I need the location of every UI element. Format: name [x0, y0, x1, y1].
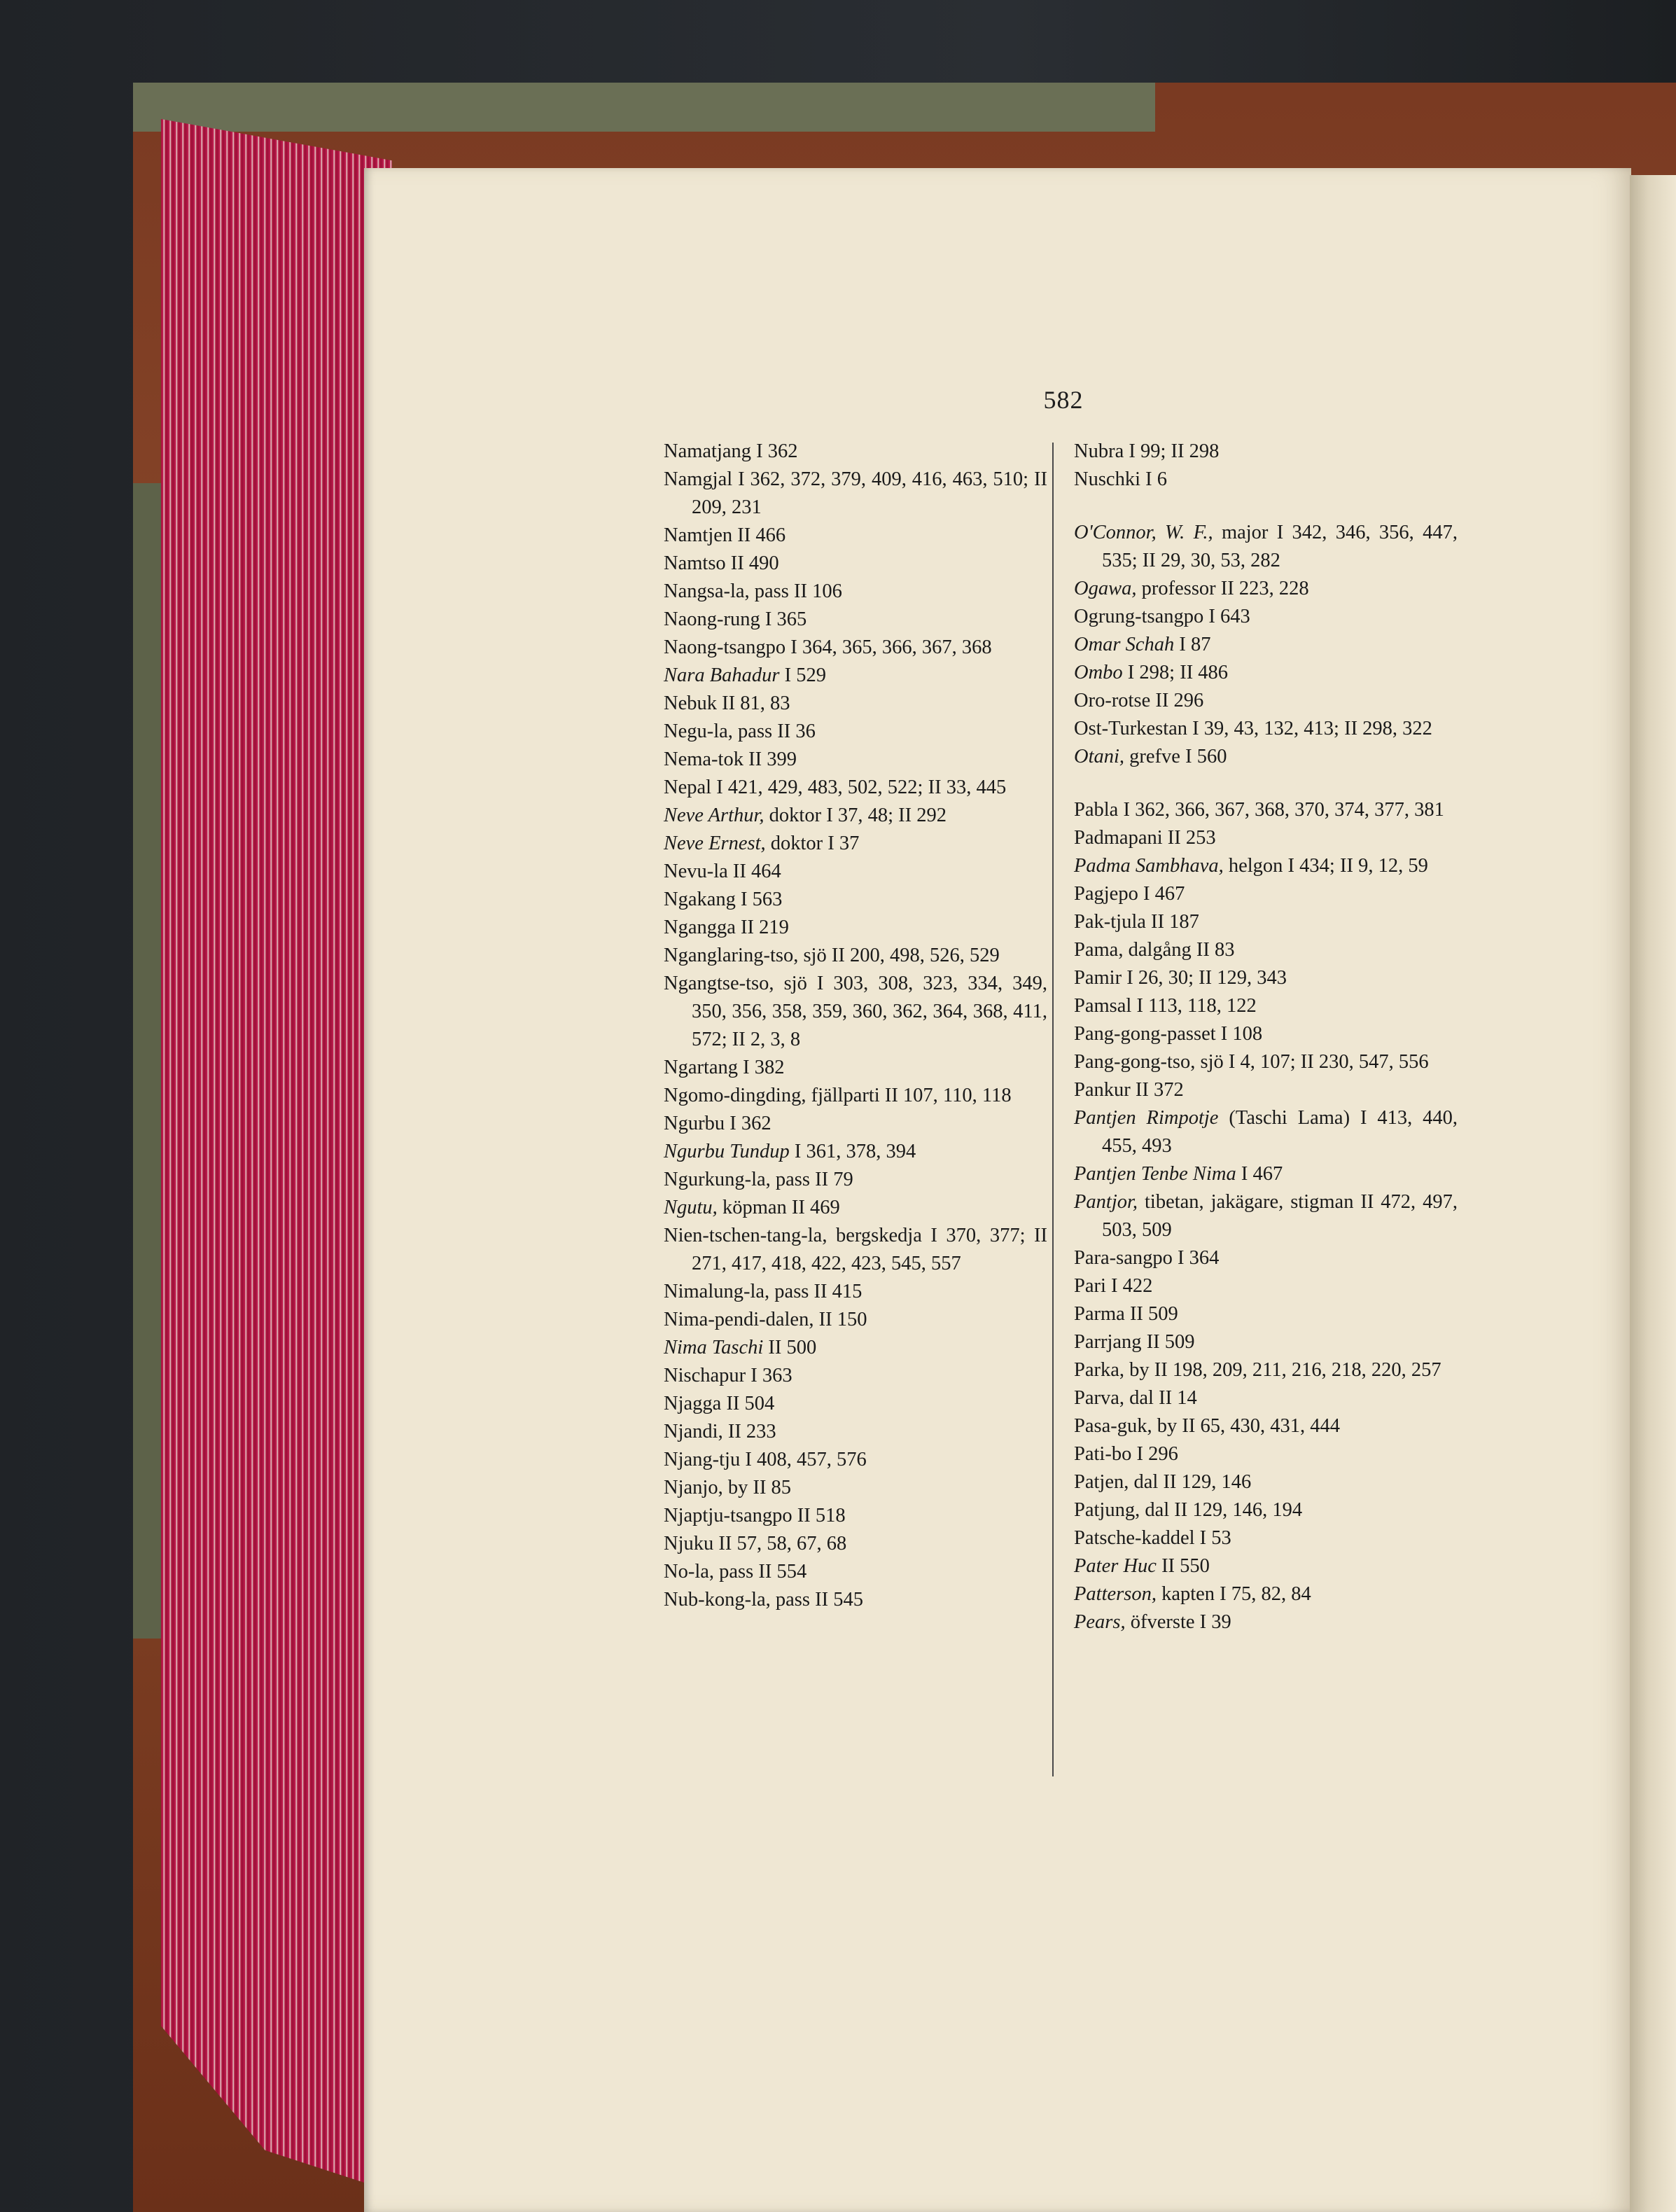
index-entry [664, 550, 1047, 578]
index-entry-references: I 408, 457, 576 [740, 1449, 867, 1470]
index-entry [1074, 466, 1458, 494]
page-edges [161, 119, 392, 2192]
index-entry-name: Pantjen Tenbe Nima [1074, 1163, 1236, 1185]
index-entry-name: Ngurbu Tundup [664, 1141, 790, 1162]
index-entry-name: Pamsal [1074, 995, 1132, 1017]
index-entry-references: pass II 36 [732, 721, 816, 742]
index-column-left [664, 438, 1047, 1614]
index-entry-references: II 399 [743, 749, 797, 770]
index-entry-name: Nema-tok [664, 749, 743, 770]
index-entry-references: sjö I 303, 308, 323, 334, 349, 350, 356, 358, 359, 360, 362, 364, 368, 411, 572; II 2, 3, 8 [692, 973, 1047, 1050]
index-entry-references: II 372 [1130, 1079, 1184, 1101]
index-entry-name: Ost-Turkestan [1074, 718, 1188, 739]
index-entry [664, 886, 1047, 914]
index-entry-name: Para-sangpo [1074, 1247, 1173, 1269]
index-entry [664, 1110, 1047, 1138]
index-entry-references: II 509 [1141, 1331, 1195, 1353]
index-entry [1074, 964, 1458, 992]
index-entry-name: Parka, [1074, 1359, 1125, 1381]
index-entry-name: Pabla [1074, 799, 1119, 821]
index-entry [664, 830, 1047, 858]
index-entry-references: dal II 129, 146, 194 [1140, 1499, 1303, 1521]
index-entry [664, 1054, 1047, 1082]
index-entry-references: dalgång II 83 [1123, 939, 1235, 961]
index-entry-name: Namatjang [664, 440, 752, 462]
index-column-right [1074, 438, 1458, 1636]
book-cover-cloth-strip [133, 83, 1155, 132]
index-entry [1074, 1048, 1458, 1076]
index-entry-references: dal II 14 [1124, 1387, 1197, 1409]
index-entry-name: Pati-bo [1074, 1443, 1132, 1465]
index-entry-references: II 464 [727, 861, 781, 882]
index-entry [664, 1418, 1047, 1446]
index-entry-references: helgon I 434; II 9, 12, 59 [1223, 855, 1428, 877]
index-entry-name: Nien-tschen-tang-la, [664, 1225, 827, 1246]
index-entry-name: Ngakang [664, 889, 736, 910]
index-entry [1074, 1104, 1458, 1160]
index-entry-references: doktor I 37, 48; II 292 [764, 805, 947, 826]
index-entry [1074, 1160, 1458, 1188]
index-entry [664, 1502, 1047, 1530]
index-entry-references: grefve I 560 [1124, 746, 1227, 767]
index-entry-name: Pang-gong-passet [1074, 1023, 1216, 1045]
index-entry [664, 690, 1047, 718]
index-entry [664, 466, 1047, 522]
index-entry-name: Nima Taschi [664, 1337, 764, 1358]
index-entry-references: pass II 545 [770, 1589, 863, 1611]
index-entry [1074, 659, 1458, 687]
index-entry [664, 1222, 1047, 1278]
index-entry-references: I 26, 30; II 129, 343 [1122, 967, 1287, 989]
index-entry-references: II 253 [1162, 827, 1216, 849]
index-entry [1074, 1300, 1458, 1328]
index-entry-name: Ombo [1074, 662, 1123, 683]
index-entry [664, 914, 1047, 942]
index-entry [1074, 1020, 1458, 1048]
index-entry-name: Nebuk [664, 693, 717, 714]
index-entry-name: Njandi, [664, 1421, 723, 1442]
index-entry-references: öfverste I 39 [1125, 1611, 1231, 1633]
index-entry-name: Nischapur [664, 1365, 746, 1386]
index-entry [1074, 992, 1458, 1020]
index-entry-references: I 298; II 486 [1122, 662, 1229, 683]
index-entry [664, 1334, 1047, 1362]
index-entry-name: Pari [1074, 1275, 1106, 1297]
index-entry-references: I 362 [725, 1113, 771, 1134]
index-entry-name: Patjen, [1074, 1471, 1129, 1493]
index-entry-name: Parma [1074, 1303, 1125, 1325]
index-entry-references: II 504 [721, 1393, 775, 1414]
index-entry-references: I 529 [779, 665, 826, 686]
index-entry [1074, 715, 1458, 743]
index-entry-references: II 500 [763, 1337, 817, 1358]
index-entry-name: O'Connor, W. F., [1074, 522, 1213, 543]
index-entry-name: Ngomo-dingding, [664, 1085, 806, 1106]
index-entry-references: II 81, 83 [716, 693, 790, 714]
facing-page-edge [1630, 175, 1676, 2212]
index-entry-references: I 382 [738, 1057, 785, 1078]
index-entry-references: I 467 [1236, 1163, 1283, 1185]
index-entry-name: Naong-rung [664, 608, 760, 630]
index-entry-name: Pantjor, [1074, 1191, 1138, 1213]
index-entry-references: II 509 [1124, 1303, 1178, 1325]
index-entry-name: Parrjang [1074, 1331, 1142, 1353]
index-entry-references: by II 198, 209, 211, 216, 218, 220, 257 [1124, 1359, 1441, 1381]
index-entry [664, 1138, 1047, 1166]
index-entry-name: Ogawa, [1074, 578, 1137, 599]
index-entry-name: Pantjen Rimpotje [1074, 1107, 1219, 1129]
index-entry [664, 746, 1047, 774]
index-entry [1074, 603, 1458, 631]
index-entry-references: pass II 415 [769, 1281, 863, 1302]
index-entry-name: Ngangga [664, 917, 736, 938]
index-entry-name: Njang-tju [664, 1449, 741, 1470]
index-entry [664, 1166, 1047, 1194]
index-entry [1074, 1356, 1458, 1384]
index-entry [1074, 1552, 1458, 1580]
index-entry-references: I 99; II 298 [1124, 440, 1220, 462]
index-entry [1074, 1384, 1458, 1412]
index-entry [664, 1558, 1047, 1586]
index-entry-references: doktor I 37 [765, 833, 860, 854]
index-entry-references: I 362 [751, 440, 798, 462]
index-entry-name: Njuku [664, 1533, 714, 1554]
index-entry [1074, 687, 1458, 715]
index-entry-references: I 296 [1131, 1443, 1178, 1465]
index-entry [664, 578, 1047, 606]
index-entry-name: Nangsa-la, [664, 580, 750, 602]
index-entry [1074, 852, 1458, 880]
index-entry [1074, 1328, 1458, 1356]
index-entry-name: Ogrung-tsangpo [1074, 606, 1204, 627]
index-entry-name: Njagga [664, 1393, 722, 1414]
index-entry [1074, 1440, 1458, 1468]
index-entry-references: I 563 [735, 889, 783, 910]
index-entry-references: pass II 106 [749, 580, 842, 602]
page-number: 582 [1043, 386, 1084, 414]
index-entry [1074, 1272, 1458, 1300]
index-entry-name: Pankur [1074, 1079, 1131, 1101]
index-entry-references: II 233 [722, 1421, 776, 1442]
index-entry-references: I 363 [746, 1365, 792, 1386]
index-entry-references: I 87 [1174, 634, 1211, 655]
index-entry [1074, 1608, 1458, 1636]
index-entry-name: Padmapani [1074, 827, 1163, 849]
index-entry-references: major I 342, 346, 356, 447, 535; II 29, 30, 53, 282 [1102, 522, 1458, 571]
index-entry-references: I 53 [1194, 1527, 1231, 1549]
index-entry-name: Nubra [1074, 440, 1124, 462]
index-entry-references: I 361, 378, 394 [789, 1141, 916, 1162]
index-entry [664, 606, 1047, 634]
index-entry [1074, 824, 1458, 852]
index-entry [664, 1194, 1047, 1222]
index-entry-references: II 490 [725, 552, 779, 574]
index-entry [664, 1278, 1047, 1306]
index-entry [664, 438, 1047, 466]
index-entry-name: Nara Bahadur [664, 665, 780, 686]
index-entry-references: pass II 554 [714, 1561, 807, 1583]
index-entry [664, 1530, 1047, 1558]
index-entry-references: tibetan, jakägare, stigman II 472, 497, 503, 509 [1102, 1191, 1458, 1241]
index-entry-name: Nuschki [1074, 468, 1140, 490]
index-entry-references: I 39, 43, 132, 413; II 298, 322 [1187, 718, 1432, 739]
index-entry [664, 858, 1047, 886]
index-entry-name: Patsche-kaddel [1074, 1527, 1195, 1549]
index-entry [664, 1446, 1047, 1474]
index-entry [1074, 1412, 1458, 1440]
index-entry [664, 1474, 1047, 1502]
index-entry-name: Nima-pendi-dalen, [664, 1309, 814, 1330]
index-entry-name: No-la, [664, 1561, 715, 1583]
index-entry-references: I 467 [1138, 883, 1185, 905]
index-entry [1074, 575, 1458, 603]
index-entry-references: pass II 79 [770, 1169, 853, 1190]
index-entry [1074, 1580, 1458, 1608]
index-entry-name: Padma Sambhava, [1074, 855, 1224, 877]
index-entry-references: professor II 223, 228 [1136, 578, 1309, 599]
index-entry-references: bergskedja I 370, 377; II 271, 417, 418, 422, 423, 545, 557 [692, 1225, 1047, 1274]
index-entry-references: II 296 [1150, 690, 1204, 711]
index-entry-name: Pagjepo [1074, 883, 1138, 905]
index-entry-references: I 108 [1215, 1023, 1263, 1045]
index-entry-references: II 219 [735, 917, 789, 938]
index-entry-name: Namgjal [664, 468, 733, 490]
index-entry-name: Oro-rotse [1074, 690, 1151, 711]
index-entry [1074, 880, 1458, 908]
index-entry-references: II 150 [813, 1309, 867, 1330]
index-entry-references: II 187 [1145, 911, 1199, 933]
index-entry-references: dal II 129, 146 [1129, 1471, 1252, 1493]
index-entry-name: Ngartang [664, 1057, 739, 1078]
index-entry [1074, 438, 1458, 466]
index-entry-name: Ngangtse-tso, [664, 973, 774, 994]
index-entry-name: Neve Ernest, [664, 833, 766, 854]
index-entry-name: Parva, [1074, 1387, 1125, 1409]
index-entry-references: sjö I 4, 107; II 230, 547, 556 [1195, 1051, 1429, 1073]
index-entry [1074, 796, 1458, 824]
index-entry-references: II 466 [732, 524, 786, 546]
index-entry [664, 634, 1047, 662]
index-entry-references: I 422 [1105, 1275, 1153, 1297]
index-entry-name: Nganglaring-tso, [664, 945, 799, 966]
index-entry-name: Pamir [1074, 967, 1122, 989]
index-entry [1074, 908, 1458, 936]
index-entry-name: Ngurkung-la, [664, 1169, 771, 1190]
index-entry-name: Namtso [664, 552, 726, 574]
index-entry-references: I 643 [1203, 606, 1250, 627]
index-entry-references: I 364 [1172, 1247, 1220, 1269]
index-entry [1074, 519, 1458, 575]
index-entry-references: I 364, 365, 366, 367, 368 [785, 637, 992, 658]
index-entry-references: fjällparti II 107, 110, 118 [806, 1085, 1012, 1106]
index-entry [664, 942, 1047, 970]
index-entry [664, 774, 1047, 802]
index-entry-name: Pak-tjula [1074, 911, 1146, 933]
index-entry-name: Nub-kong-la, [664, 1589, 771, 1611]
index-entry-name: Nevu-la [664, 861, 728, 882]
index-entry-name: Nepal [664, 777, 712, 798]
index-entry [664, 1082, 1047, 1110]
index-entry-references: I 113, 118, 122 [1131, 995, 1257, 1017]
index-entry-references: I 6 [1140, 468, 1167, 490]
index-entry-name: Pasa-guk, [1074, 1415, 1152, 1437]
index-entry-name: Pang-gong-tso, [1074, 1051, 1196, 1073]
index-entry-name: Naong-tsangpo [664, 637, 786, 658]
index-entry [664, 1306, 1047, 1334]
index-entry-references: II 518 [792, 1505, 846, 1526]
index-entry-name: Patterson, [1074, 1583, 1157, 1605]
index-entry-name: Njaptju-tsangpo [664, 1505, 792, 1526]
index-entry-name: Nimalung-la, [664, 1281, 770, 1302]
index-entry-name: Omar Schah [1074, 634, 1175, 655]
index-entry [1074, 631, 1458, 659]
index-entry-references: I 362, 366, 367, 368, 370, 374, 377, 381 [1118, 799, 1444, 821]
index-entry [664, 970, 1047, 1054]
index-entry [664, 1362, 1047, 1390]
index-entry-references: sjö II 200, 498, 526, 529 [798, 945, 1000, 966]
index-entry-name: Pater Huc [1074, 1555, 1157, 1577]
index-entry-name: Ngurbu [664, 1113, 725, 1134]
index-entry-name: Namtjen [664, 524, 733, 546]
index-entry-references: by II 65, 430, 431, 444 [1152, 1415, 1340, 1437]
index-entry-name: Ngutu, [664, 1197, 718, 1218]
index-entry [1074, 1524, 1458, 1552]
index-entry-references: kapten I 75, 82, 84 [1156, 1583, 1311, 1605]
index-entry-name: Neve Arthur, [664, 805, 764, 826]
index-entry-name: Patjung, [1074, 1499, 1140, 1521]
index-entry [1074, 1076, 1458, 1104]
index-entry [664, 522, 1047, 550]
index-entry [664, 662, 1047, 690]
index-entry-name: Pears, [1074, 1611, 1126, 1633]
index-entry [1074, 1188, 1458, 1244]
index-entry-references: I 362, 372, 379, 409, 416, 463, 510; II 209, 231 [692, 468, 1047, 518]
index-entry [664, 1586, 1047, 1614]
index-entry [1074, 743, 1458, 771]
index-entry-references: by II 85 [722, 1477, 792, 1498]
index-entry [1074, 936, 1458, 964]
index-entry [1074, 1496, 1458, 1524]
index-entry-references: (Taschi Lama) I 413, 440, 455, 493 [1102, 1107, 1458, 1157]
index-entry-name: Njanjo, [664, 1477, 723, 1498]
index-entry [664, 802, 1047, 830]
index-entry-name: Negu-la, [664, 721, 733, 742]
index-entry-name: Pama, [1074, 939, 1124, 961]
index-entry-references: I 365 [760, 608, 807, 630]
index-entry [664, 718, 1047, 746]
index-entry-references: II 57, 58, 67, 68 [713, 1533, 847, 1554]
index-entry [1074, 1244, 1458, 1272]
column-divider [1052, 443, 1054, 1776]
index-entry-references: II 550 [1156, 1555, 1210, 1577]
index-entry-references: köpman II 469 [717, 1197, 840, 1218]
index-entry-references: I 421, 429, 483, 502, 522; II 33, 445 [711, 777, 1007, 798]
index-entry [664, 1390, 1047, 1418]
index-entry-name: Otani, [1074, 746, 1125, 767]
index-entry [1074, 1468, 1458, 1496]
